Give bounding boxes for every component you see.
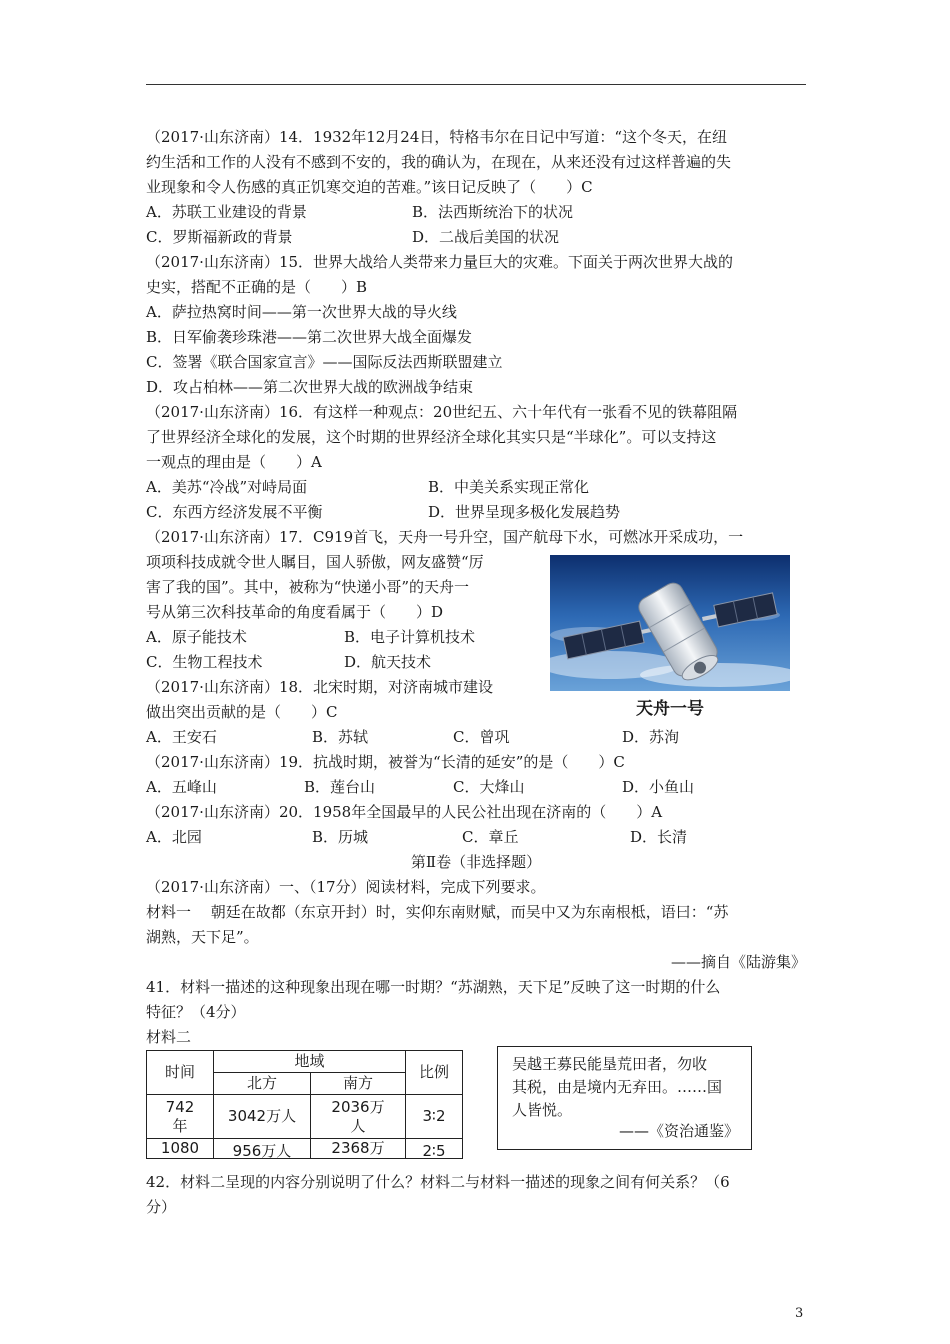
time-cell: 742 年 — [147, 1095, 214, 1139]
q15-option-d: D．攻占柏林——第二次世界大战的欧洲战争结束 — [146, 378, 474, 396]
tianzhou-satellite-image — [550, 555, 790, 691]
q19-stem: （2017·山东济南）19．抗战时期，被誉为“长清的延安”的是（ ）C — [146, 753, 625, 771]
q20-option-b: B．历城 — [312, 828, 369, 846]
q16-stem-line-3: 一观点的理由是（ ）A — [146, 453, 322, 471]
south-cell: 2368万 — [311, 1139, 406, 1159]
image-caption: 天舟一号 — [636, 699, 704, 719]
q17-option-b: B．电子计算机技术 — [344, 628, 476, 646]
q41-line-2: 特征？（4分） — [146, 1003, 246, 1021]
q19-option-a: A．五峰山 — [146, 778, 217, 796]
q16-stem-line-1: （2017·山东济南）16．有这样一种观点：20世纪五、六十年代有一张看不见的铁幕阻隔 — [146, 403, 738, 421]
q16-option-c: C．东西方经济发展不平衡 — [146, 503, 323, 521]
north-cell: 3042万人 — [214, 1095, 311, 1139]
q14-option-b: B．法西斯统治下的状况 — [412, 203, 574, 221]
q17-option-c: C．生物工程技术 — [146, 653, 263, 671]
q15-option-c: C．签署《联合国家宣言》——国际反法西斯联盟建立 — [146, 353, 503, 371]
population-table — [146, 1050, 463, 1159]
q20-option-d: D．长清 — [630, 828, 688, 846]
q42-line-1: 42．材料二呈现的内容分别说明了什么？材料二与材料一描述的现象之间有何关系？（6 — [146, 1173, 730, 1191]
q19-option-c: C．大烽山 — [453, 778, 525, 796]
q17-option-a: A．原子能技术 — [146, 628, 247, 646]
q18-option-d: D．苏洵 — [622, 728, 680, 746]
q15-option-a: A．萨拉热窝时间——第一次世界大战的导火线 — [146, 303, 457, 321]
header-region: 地域 — [214, 1051, 406, 1073]
q14-option-c: C．罗斯福新政的背景 — [146, 228, 293, 246]
q17-option-d: D．航天技术 — [344, 653, 432, 671]
q14-stem-line-1: （2017·山东济南）14．1932年12月24日，特格韦尔在日记中写道：“这个冬天，在纽 — [146, 128, 728, 146]
q20-option-a: A．北园 — [146, 828, 202, 846]
quote-line: 其税，由是境内无弃田。……国 — [512, 1078, 723, 1096]
q16-option-a: A．美苏“冷战”对峙局面 — [146, 478, 308, 496]
q15-stem-line-1: （2017·山东济南）15．世界大战给人类带来力量巨大的灾难。下面关于两次世界大战的 — [146, 253, 734, 271]
q20-stem: （2017·山东济南）20．1958年全国最早的人民公社出现在济南的（ ）A — [146, 803, 663, 821]
q14-option-a: A．苏联工业建设的背景 — [146, 203, 307, 221]
quote-line: 人皆悦。 — [512, 1101, 573, 1119]
header-south: 南方 — [311, 1073, 406, 1095]
page-number: 3 — [795, 1306, 804, 1321]
q41-line-1: 41．材料一描述的这种现象出现在哪一时期？“苏湖熟，天下足”反映了这一时期的什么 — [146, 978, 721, 996]
q17-stem-line-1: （2017·山东济南）17．C919首飞，天舟一号升空，国产航母下水，可燃冰开采成功，一 — [146, 528, 744, 546]
q19-option-b: B．莲台山 — [304, 778, 376, 796]
q16-stem-line-2: 了世界经济全球化的发展，这个时期的世界经济全球化其实只是“半球化”。可以支持这 — [146, 428, 717, 446]
q14-option-d: D．二战后美国的状况 — [412, 228, 560, 246]
q18-option-a: A．王安石 — [146, 728, 217, 746]
q17-stem-line-3: 害了我的国”。其中，被称为“快递小哥”的天舟一 — [146, 578, 470, 596]
q18-option-b: B．苏轼 — [312, 728, 369, 746]
quote-line: 吴越王募民能垦荒田者，勿收 — [512, 1055, 708, 1073]
quote-source: ——《资治通鉴》 — [618, 1122, 739, 1140]
header-rule — [146, 84, 806, 85]
section-title: 第Ⅱ卷（非选择题） — [410, 853, 542, 871]
q18-option-c: C．曾巩 — [453, 728, 510, 746]
q19-option-d: D．小鱼山 — [622, 778, 695, 796]
q20-option-c: C．章丘 — [462, 828, 519, 846]
q18-stem-line-1: （2017·山东济南）18．北宋时期，对济南城市建设 — [146, 678, 494, 696]
south-cell: 2036万 人 — [311, 1095, 406, 1139]
header-ratio: 比例 — [406, 1051, 463, 1095]
ratio-cell: 3∶2 — [406, 1095, 463, 1139]
part2-intro: （2017·山东济南）一、（17分）阅读材料，完成下列要求。 — [146, 878, 546, 896]
satellite-illustration — [550, 555, 790, 691]
q16-option-d: D．世界呈现多极化发展趋势 — [428, 503, 621, 521]
header-time: 时间 — [147, 1051, 214, 1095]
q14-stem-line-3: 业现象和令人伤感的真正饥寒交迫的苦难。”该日记反映了（ ）C — [146, 178, 593, 196]
table-row — [147, 1139, 463, 1159]
material-1-line-1: 材料一 朝廷在故都（东京开封）时，实仰东南财赋，而吴中又为东南根柢，语曰：“苏 — [146, 903, 729, 921]
q42-line-2: 分） — [146, 1198, 177, 1216]
q17-stem-line-4: 号从第三次科技革命的角度看属于（ ）D — [146, 603, 444, 621]
time-cell: 1080 — [147, 1139, 214, 1159]
q14-stem-line-2: 约生活和工作的人没有不感到不安的，我的确认为，在现在，从来还没有过这样普遍的失 — [146, 153, 732, 171]
q15-stem-line-2: 史实，搭配不正确的是（ ）B — [146, 278, 368, 296]
ratio-cell: 2∶5 — [406, 1139, 463, 1159]
q16-option-b: B．中美关系实现正常化 — [428, 478, 590, 496]
q17-stem-line-2: 项项科技成就令世人瞩目，国人骄傲，网友盛赞“厉 — [146, 553, 484, 571]
material-1-line-2: 湖熟，天下足”。 — [146, 928, 259, 946]
material-1-source: ——摘自《陆游集》 — [670, 953, 806, 971]
material-2-label: 材料二 — [146, 1028, 192, 1046]
quote-box — [497, 1046, 752, 1150]
north-cell: 956万人 — [214, 1139, 311, 1159]
q15-option-b: B．日军偷袭珍珠港——第二次世界大战全面爆发 — [146, 328, 473, 346]
header-north: 北方 — [214, 1073, 311, 1095]
table-row — [147, 1095, 463, 1139]
q18-stem-line-2: 做出突出贡献的是（ ）C — [146, 703, 338, 721]
